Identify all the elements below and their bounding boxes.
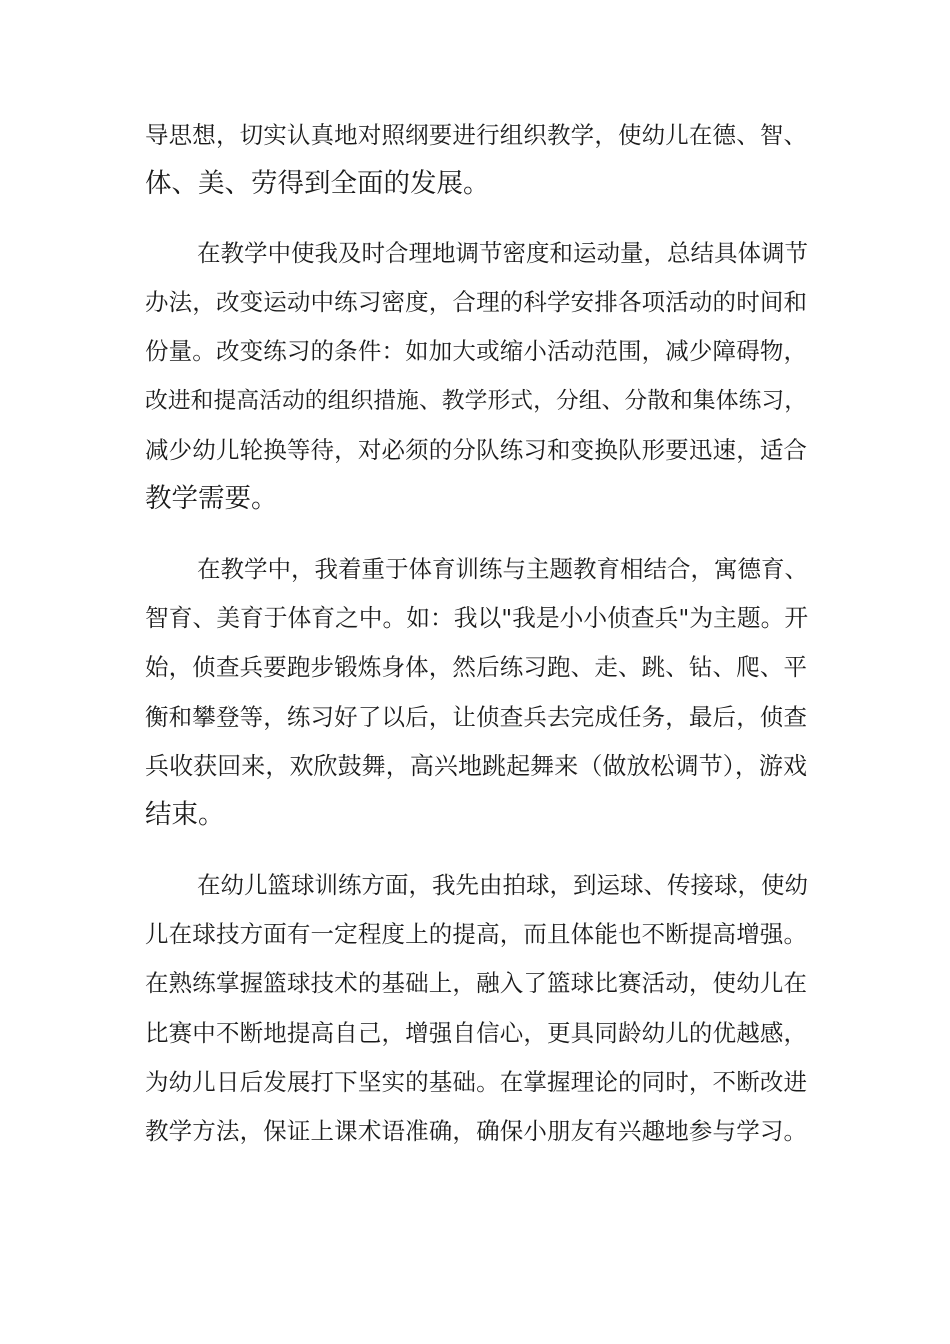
paragraph-3-line-3: 始，侦查兵要跑步锻炼身体，然后练习跑、走、跳、钻、爬、平 [145,653,807,681]
paragraph-2-line-3: 份量。改变练习的条件：如加大或缩小活动范围，减少障碍物， [145,337,807,365]
paragraph-1-line-2: 体、美、劳得到全面的发展。 [145,168,490,199]
paragraph-2-line-4: 改进和提高活动的组织措施、教学形式，分组、分散和集体练习， [145,388,807,414]
paragraph-2-line-1: 在教学中使我及时合理地调节密度和运动量，总结具体调节 [197,239,808,267]
paragraph-3-line-4: 衡和攀登等，练习好了以后，让侦查兵去完成任务，最后，侦查 [145,703,807,731]
paragraph-4-line-4: 比赛中不断地提高自己，增强自信心，更具同龄幼儿的优越感， [145,1019,807,1047]
paragraph-2-line-6: 教学需要。 [145,483,278,514]
paragraph-1-line-1: 导思想，切实认真地对照纲要进行组织教学，使幼儿在德、智、 [145,121,807,149]
paragraph-4-line-3: 在熟练掌握篮球技术的基础上，融入了篮球比赛活动，使幼儿在 [145,969,807,997]
paragraph-4-line-1: 在幼儿篮球训练方面，我先由拍球，到运球、传接球，使幼 [197,871,808,899]
paragraph-3-line-1: 在教学中，我着重于体育训练与主题教育相结合，寓德育、 [197,555,808,583]
paragraph-4-line-2: 儿在球技方面有一定程度上的提高，而且体能也不断提高增强。 [145,920,807,948]
paragraph-3-line-6: 结束。 [145,799,225,830]
paragraph-2-line-5: 减少幼儿轮换等待，对必须的分队练习和变换队形要迅速，适合 [145,436,807,464]
paragraph-3-line-2: 智育、美育于体育之中。如：我以"我是小小侦查兵"为主题。开 [145,604,809,632]
paragraph-3-line-5: 兵收获回来，欢欣鼓舞，高兴地跳起舞来（做放松调节），游戏 [145,752,807,780]
paragraph-4-line-5: 为幼儿日后发展打下坚实的基础。在掌握理论的同时，不断改进 [145,1068,807,1096]
paragraph-2-line-2: 办法，改变运动中练习密度，合理的科学安排各项活动的时间和 [145,288,807,316]
paragraph-4-line-6: 教学方法，保证上课术语准确，确保小朋友有兴趣地参与学习。 [145,1117,807,1145]
